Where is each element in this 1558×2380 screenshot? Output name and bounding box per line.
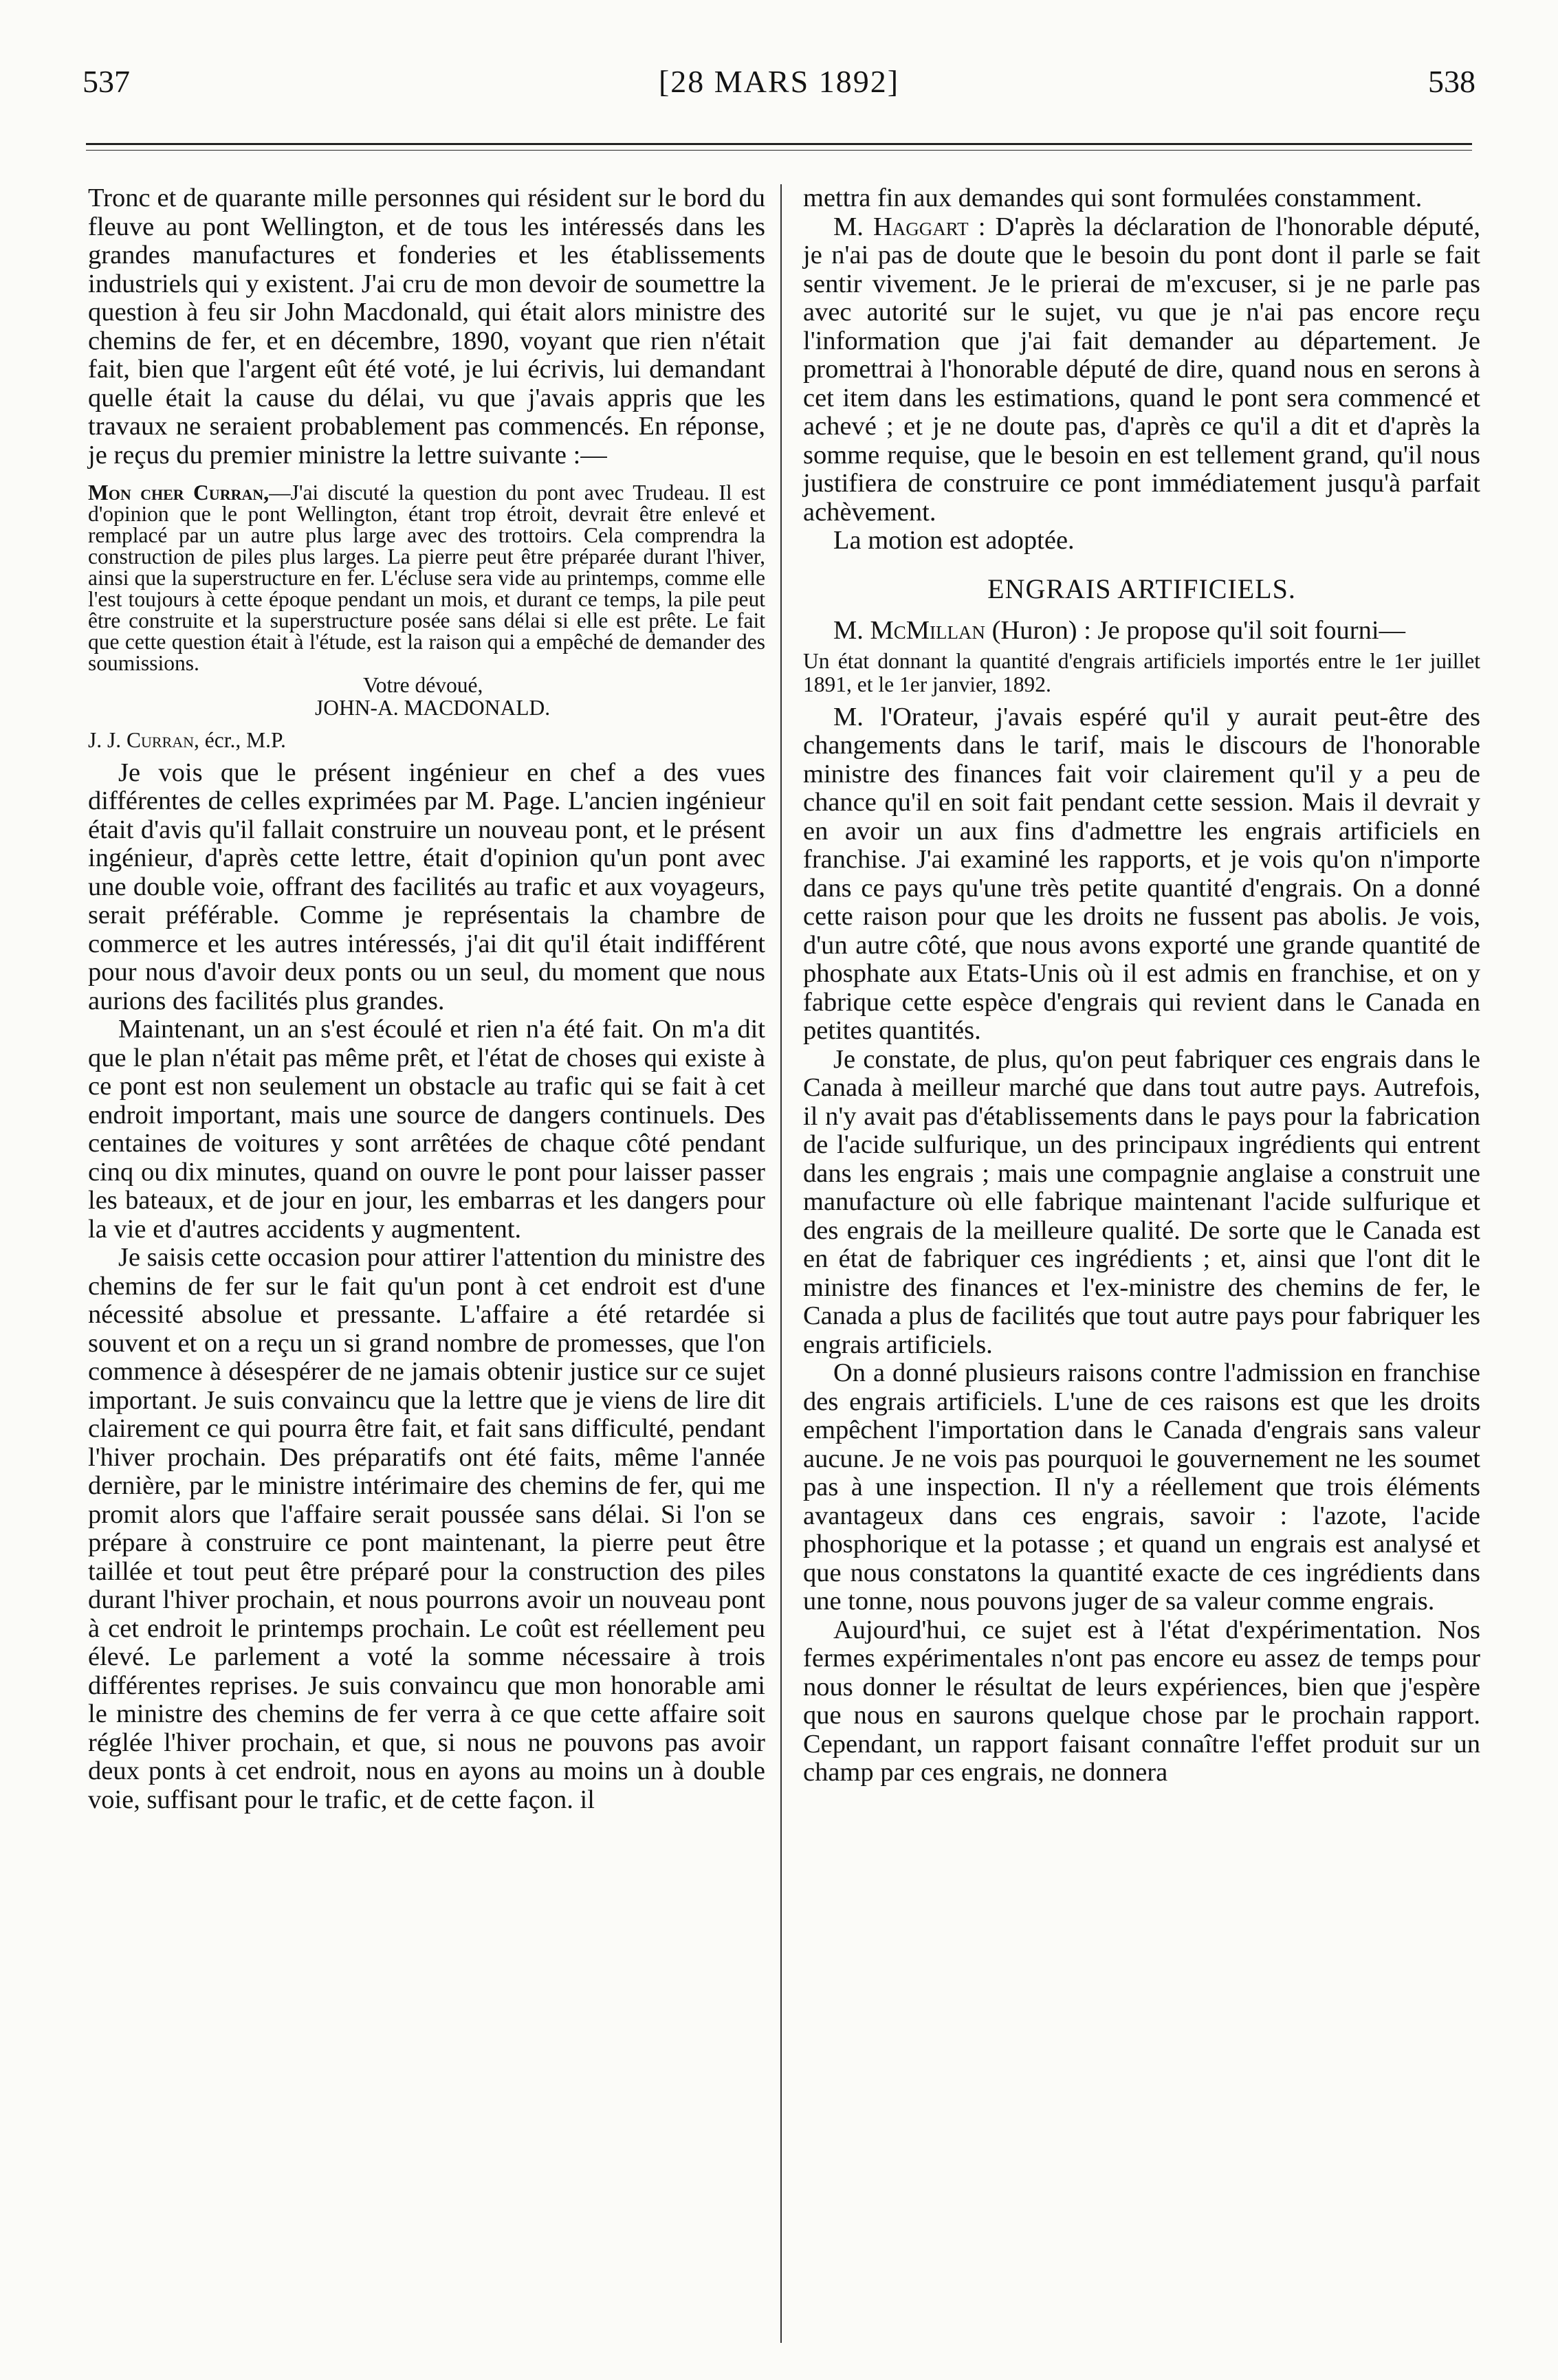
- letter-recipient-title: , écr., M.P.: [194, 728, 286, 752]
- quoted-letter: [88, 482, 765, 719]
- paragraph: Je constate, de plus, qu'on peut fabriquer ces engrais dans le Canada à meilleur marché que dans tout autre pays. Autrefois, il n'y avait pas d'établissements dans le pays pour la fabrication de l'acide sulfurique, un des principaux ingrédients qui entrent dans les engrais ; mais une compagnie anglaise a construit une manufacture où elle fabrique maintenant l'acide sulfurique et des engrais de la meilleure qualité. De sorte que le Canada est en état de fabriquer ces ingrédients ; et, ainsi que l'ont dit le ministre des finances et l'ex-ministre des chemins de fer, le Canada a plus de facilités que tout autre pays pour fabriquer les engrais artificiels.: [803, 1044, 1480, 1359]
- paragraph: Maintenant, un an s'est écoulé et rien n'a été fait. On m'a dit que le plan n'était pas même prêt, et l'état de choses qui existe à ce pont est non seulement un obstacle au trafic qui se fait à cet endroit important, mais une source de dangers continuels. Des centaines de voitures y sont arrêtées de chaque côté pendant cinq ou dix minutes, quand on ouvre le pont pour laisser passer les bateaux, et de jour en jour, les embarras et les dangers pour la vie et d'autres accidents y augmentent.: [88, 1015, 765, 1244]
- header-rule-thick: [86, 143, 1472, 145]
- page-header: [83, 63, 1475, 111]
- speaker-name: M. McMillan: [833, 616, 985, 645]
- paragraph: Je saisis cette occasion pour attirer l'attention du ministre des chemins de fer sur le fait qu'un pont à cet endroit est d'une nécessité absolue et pressante. L'affaire a été retardée si souvent et on a reçu un si grand nombre de promesses, que l'on commence à désespérer de ne jamais obtenir justice sur ce sujet important. Je suis convaincu que la lettre que je viens de lire dit clairement ce qui pourra être fait, et fait sans difficulté, pendant l'hiver prochain. Des préparatifs ont été faits, même l'année dernière, par le ministre intérimaire des chemins de fer, qui me promit alors que l'affaire serait poussée sans délai. Si l'on se prépare à construire ce pont maintenant, la pierre peut être taillée et tout peut être préparé pour la construction des piles durant l'hiver prochain, et nous pourrons avoir un nouveau pont à cet endroit le printemps prochain. Le coût est réellement peu élevé. Le parlement a voté la somme nécessaire à trois différentes reprises. Je suis convaincu que mon honorable ami le ministre des chemins de fer verra à ce que cette affaire soit réglée l'hiver prochain, et que, si nous ne pouvons pas avoir deux ponts à cet endroit, nous en ayons au moins un à double voie, suffisant pour le trafic, et de cette façon. il: [88, 1243, 765, 1814]
- motion-adopted: La motion est adoptée.: [833, 526, 1075, 555]
- letter-body: —J'ai discuté la question du pont avec Trudeau. Il est d'opinion que le pont Wellington, étant trop étroit, devrait être enlevé et remplacé par un autre plus large avec des trottoirs. Cela comprendra la construction de piles plus larges. La pierre peut être préparée durant l'hiver, ainsi que la superstructure en fer. L'écluse sera vide au printemps, comme elle l'est toujours à cette époque pendant un mois, et durant ce temps, la pile peut être construite et la superstructure posée sans délai si elle est prête. Le fait que cette question était à l'étude, est la raison qui a empêché de demander des soumissions.: [88, 481, 765, 675]
- page-number-right: 538: [1428, 64, 1475, 99]
- paragraph: M. l'Orateur, j'avais espéré qu'il y aurait peut-être des changements dans le tarif, mais le discours de l'honorable ministre des finances fait voir clairement qu'il y a peu de chance qu'il en soit fait pendant cette session. Mais il devrait y en avoir un aux fins d'admettre les engrais artificiels en franchise. J'ai examiné les rapports, et je vois qu'on n'importe dans ce pays qu'une très petite quantité d'engrais. On a donné cette raison pour que les droits ne fussent pas abolis. Je vois, d'un autre côté, que nous avons exporté une grande quantité de phosphate aux Etats-Unis où il est admis en franchise, et on y fabrique cette espèce d'engrais qui revient dans le Canada en petites quantités.: [803, 702, 1480, 1045]
- letter-salutation: Mon cher Curran,: [88, 481, 270, 505]
- letter-closing: Votre dévoué,: [363, 673, 483, 697]
- column-divider: [780, 184, 782, 2343]
- header-date: [28 MARS 1892]: [658, 64, 900, 99]
- page-number-left: 537: [83, 64, 130, 99]
- section-heading: ENGRAIS ARTIFICIELS.: [987, 573, 1296, 604]
- speech-paragraph: [803, 617, 1480, 646]
- speech-paragraph: [803, 213, 1480, 527]
- speech-text: : D'après la déclaration de l'honorable député, je n'ai pas de doute que le besoin du pont dont il parle se fait sentir vivement. Je le prierai de m'excuser, si je ne parle pas avec autorité sur le sujet, vu que je n'ai pas encore reçu l'information que j'ai fait demander au département. Je promettrai à l'honorable député de dire, quand nous en serons à cet item dans les estimations, quand le pont sera commencé et achevé ; et je ne doute pas, d'après ce qu'il a dit et d'après la somme requise, que le besoin en est tellement grand, qu'il nous justifiera de construire ce pont immédiatement jusqu'à parfait achèvement.: [803, 212, 1480, 527]
- paragraph: Aujourd'hui, ce sujet est à l'état d'expérimentation. Nos fermes expérimentales n'ont pas encore eu assez de temps pour nous donner le résultat de leurs expériences, bien que j'espère que nous en saurons quelque chose par le prochain rapport. Cependant, un rapport faisant connaître l'effet produit sur un champ par ces engrais, ne donnera: [803, 1615, 1480, 1787]
- speaker-name: M. Haggart: [833, 212, 969, 241]
- left-column: [88, 184, 765, 1814]
- right-column: [803, 184, 1480, 1787]
- paragraph: Tronc et de quarante mille personnes qui résident sur le bord du fleuve au pont Wellington, et de tous les intéressés dans les grandes manufactures et fonderies et les établissements industriels qui y existent. J'ai cru de mon devoir de soumettre la question à feu sir John Macdonald, qui était alors ministre des chemins de fer, et en décembre, 1890, voyant que rien n'était fait, bien que l'argent eût été voté, je lui écrivis, lui demandant quelle était la cause du délai, vu que j'avais appris que les travaux ne seraient probablement pas commencés. En réponse, je reçus du premier ministre la lettre suivante :—: [88, 184, 765, 470]
- letter-recipient: [88, 726, 765, 755]
- header-rule-thin: [86, 150, 1472, 151]
- paragraph: On a donné plusieurs raisons contre l'admission en franchise des engrais artificiels. L'une de ces raisons est que les droits empêchent l'importation dans le Canada d'engrais sans valeur aucune. Je ne vois pas pourquoi le gouvernement ne les soumet pas à une inspection. Il n'y a réellement que trois éléments avantageux dans ces engrais, savoir : l'azote, l'acide phosphorique et la potasse ; et quand un engrais est analysé et que nous constatons la quantité exacte de ces ingrédients dans une tonne, nous pouvons juger de sa valeur comme engrais.: [803, 1358, 1480, 1616]
- paragraph: Je vois que le présent ingénieur en chef a des vues différentes de celles exprimées par M. Page. L'ancien ingénieur était d'avis qu'il fallait construire un nouveau pont, et le présent ingénieur, d'après cette lettre, était d'opinion qu'un pont avec une double voie, offrant des facilités au trafic et aux voyageurs, serait préférable. Comme je représentais la chambre de commerce et les autres intéressés, j'ai dit qu'il était indifférent pour nous d'avoir deux ponts ou un seul, du moment que nous aurions des facilités plus grandes.: [88, 758, 765, 1015]
- paragraph: mettra fin aux demandes qui sont formulées constamment.: [803, 184, 1423, 212]
- letter-signature: JOHN-A. MACDONALD.: [315, 696, 551, 720]
- letter-recipient-name: J. J. Curran: [88, 728, 195, 752]
- motion-text: Un état donnant la quantité d'engrais artificiels importés entre le 1er juillet 1891, et le 1er janvier, 1892.: [803, 648, 1480, 696]
- speech-text: (Huron) : Je propose qu'il soit fourni—: [985, 616, 1406, 645]
